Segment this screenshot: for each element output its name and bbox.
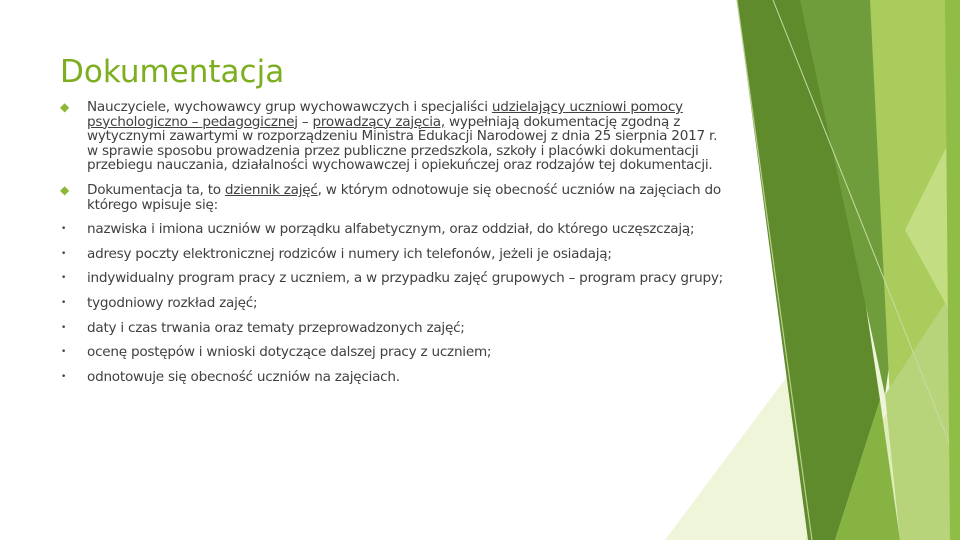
bullet-icon: • [61,273,67,284]
sub-list-item [60,345,728,360]
sub-item-text: tygodniowy rozkład zajęć; [87,294,258,311]
bullet-icon: • [61,371,67,382]
content-list [60,100,728,394]
bullet-icon: • [61,297,67,308]
sub-item-text: daty i czas trwania oraz tematy przeprowadzonych zajęć; [87,319,465,336]
item-text: Nauczyciele, wychowawcy grup wychowawczych i specjaliści [87,99,492,115]
sub-list-item [60,247,728,262]
item-text: Dokumentacja ta, to [87,181,225,198]
underlined-text: dziennik zajęć [224,181,318,198]
sub-item-text: nazwiska i imiona uczniów w porządku alfabetycznym, oraz oddział, do którego uczęszczają; [87,221,695,238]
sub-list-item [60,296,728,311]
sub-list-item [60,321,728,336]
sub-item-text: ocenę postępów i wnioski dotyczące dalszej pracy z uczniem; [87,344,492,361]
bullet-icon: • [61,224,67,235]
bullet-icon: • [61,347,67,358]
list-item [60,183,728,212]
diamond-bullet-icon: ◆ [60,182,69,197]
item-text: – [297,113,313,130]
sub-item-text: adresy poczty elektronicznej rodziców i numery ich telefonów, jeżeli je osiadają; [87,245,612,262]
item-text: wypełniają dokumentację zgodną z wytycznymi zawartymi w rozporządzeniu Ministra Edukacji Narodowej z dnia 25 sierpnia 2017 r. w sprawie sposobu prowadzenia przez publiczne przedszkola, szkoły i placówki dokumentacji przebiegu nauczania, działalności wychowawczej i opiekuńczej oraz rodzajów tej dokumentacji. [87,113,718,174]
list-item [60,100,728,173]
sub-item-text: indywidualny program pracy z uczniem, a w przypadku zajęć grupowych – program pracy grupy; [87,270,724,287]
sub-list-item [60,222,728,237]
item-text: , w którym odnotowuje się obecność uczniów na zajęciach do którego wpisuje się: [87,181,721,213]
sub-list-item [60,370,728,385]
bullet-icon: • [61,322,67,333]
bullet-icon: • [61,248,67,259]
underlined-text: udzielający uczniowi pomocy psychologiczno – pedagogicznej [87,99,683,130]
sub-list-item [60,271,728,286]
slide-title: Dokumentacja [60,54,285,90]
sub-item-text: odnotowuje się obecność uczniów na zajęciach. [87,368,400,385]
underlined-text: prowadzący zajęcia, [312,113,445,130]
diamond-bullet-icon: ◆ [60,100,69,114]
